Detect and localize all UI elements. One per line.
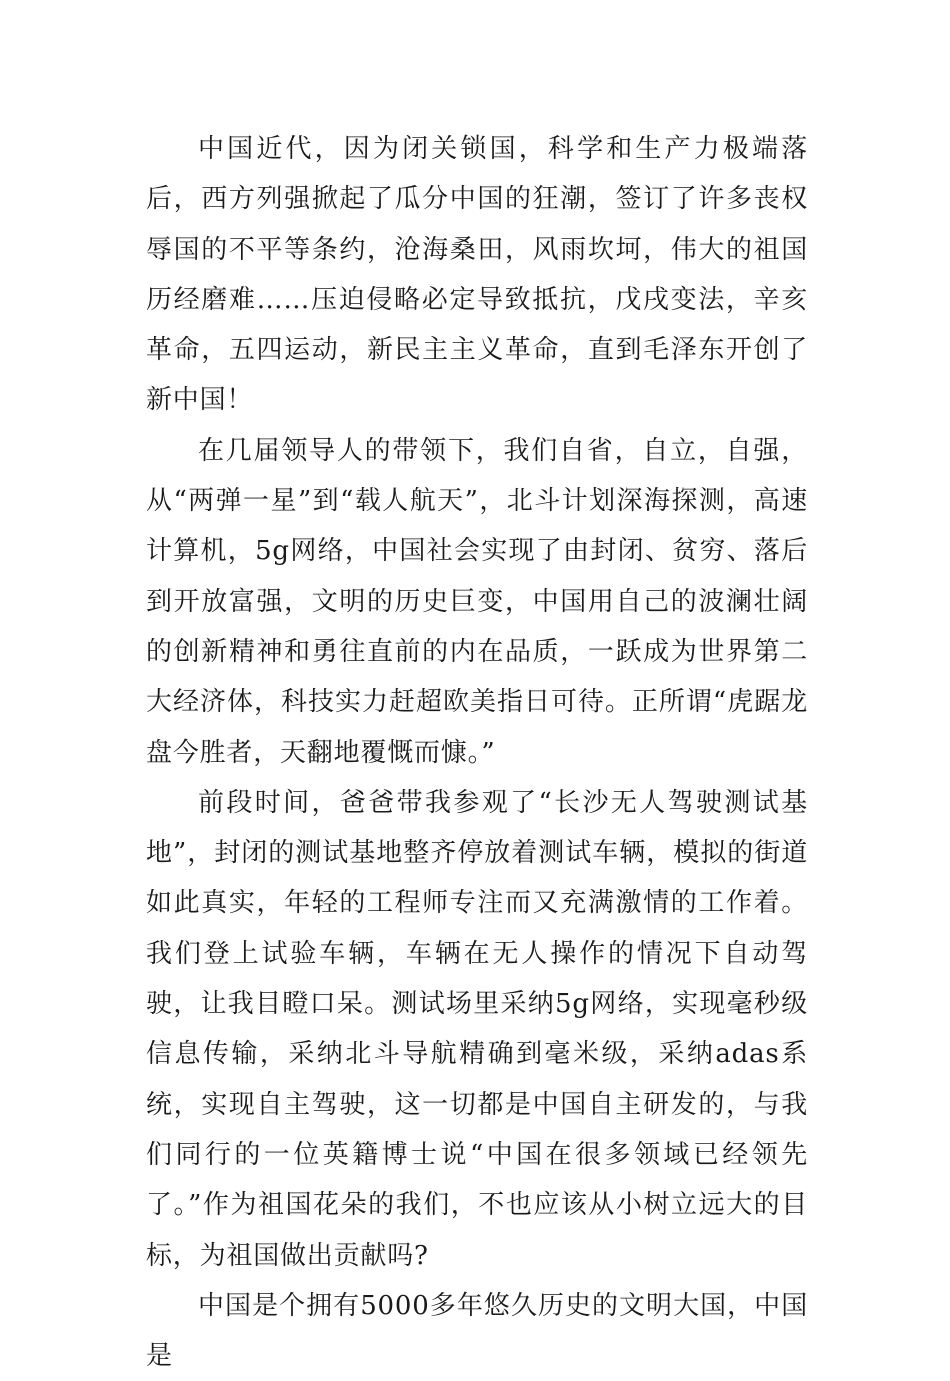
paragraph-civilization: 中国是个拥有5000多年悠久历史的文明大国，中国是 [146, 1290, 808, 1372]
document-body [146, 124, 808, 1381]
paragraph-driverless-visit: 前段时间，爸爸带我参观了“长沙无人驾驶测试基地”，封闭的测试基地整齐停放着测试车辆，模拟的街道如此真实，年轻的工程师专注而又充满激情的工作着。我们登上试验车辆，车辆在无人操作的情况下自动驾驶，让我目瞪口呆。测试场里采纳5g网络，实现毫秒级信息传输，采纳北斗导航精确到毫米级，采纳adas系统，实现自主驾驶，这一切都是中国自主研发的，与我们同行的一位英籍博士说“中国在很多领域已经领先了。”作为祖国花朵的我们，不也应该从小树立远大的目标，为祖国做出贡献吗? [146, 787, 808, 1271]
paragraph-national-rise: 在几届领导人的带领下，我们自省，自立，自强，从“两弹一星”到“载人航天”，北斗计划深海探测，高速计算机，5g网络，中国社会实现了由封闭、贫穷、落后到开放富强，文明的历史巨变，中国用自己的波澜壮阔的创新精神和勇往直前的内在品质，一跃成为世界第二大经济体，科技实力赶超欧美指日可待。正所谓“虎踞龙盘今胜者，天翻地覆慨而慷。” [146, 435, 808, 768]
paragraph-modern-history: 中国近代，因为闭关锁国，科学和生产力极端落后，西方列强掀起了瓜分中国的狂潮，签订了许多丧权辱国的不平等条约，沧海桑田，风雨坎坷，伟大的祖国历经磨难……压迫侵略必定导致抵抗，戊戌变法，辛亥革命，五四运动，新民主主义革命，直到毛泽东开创了新中国！ [146, 134, 808, 416]
